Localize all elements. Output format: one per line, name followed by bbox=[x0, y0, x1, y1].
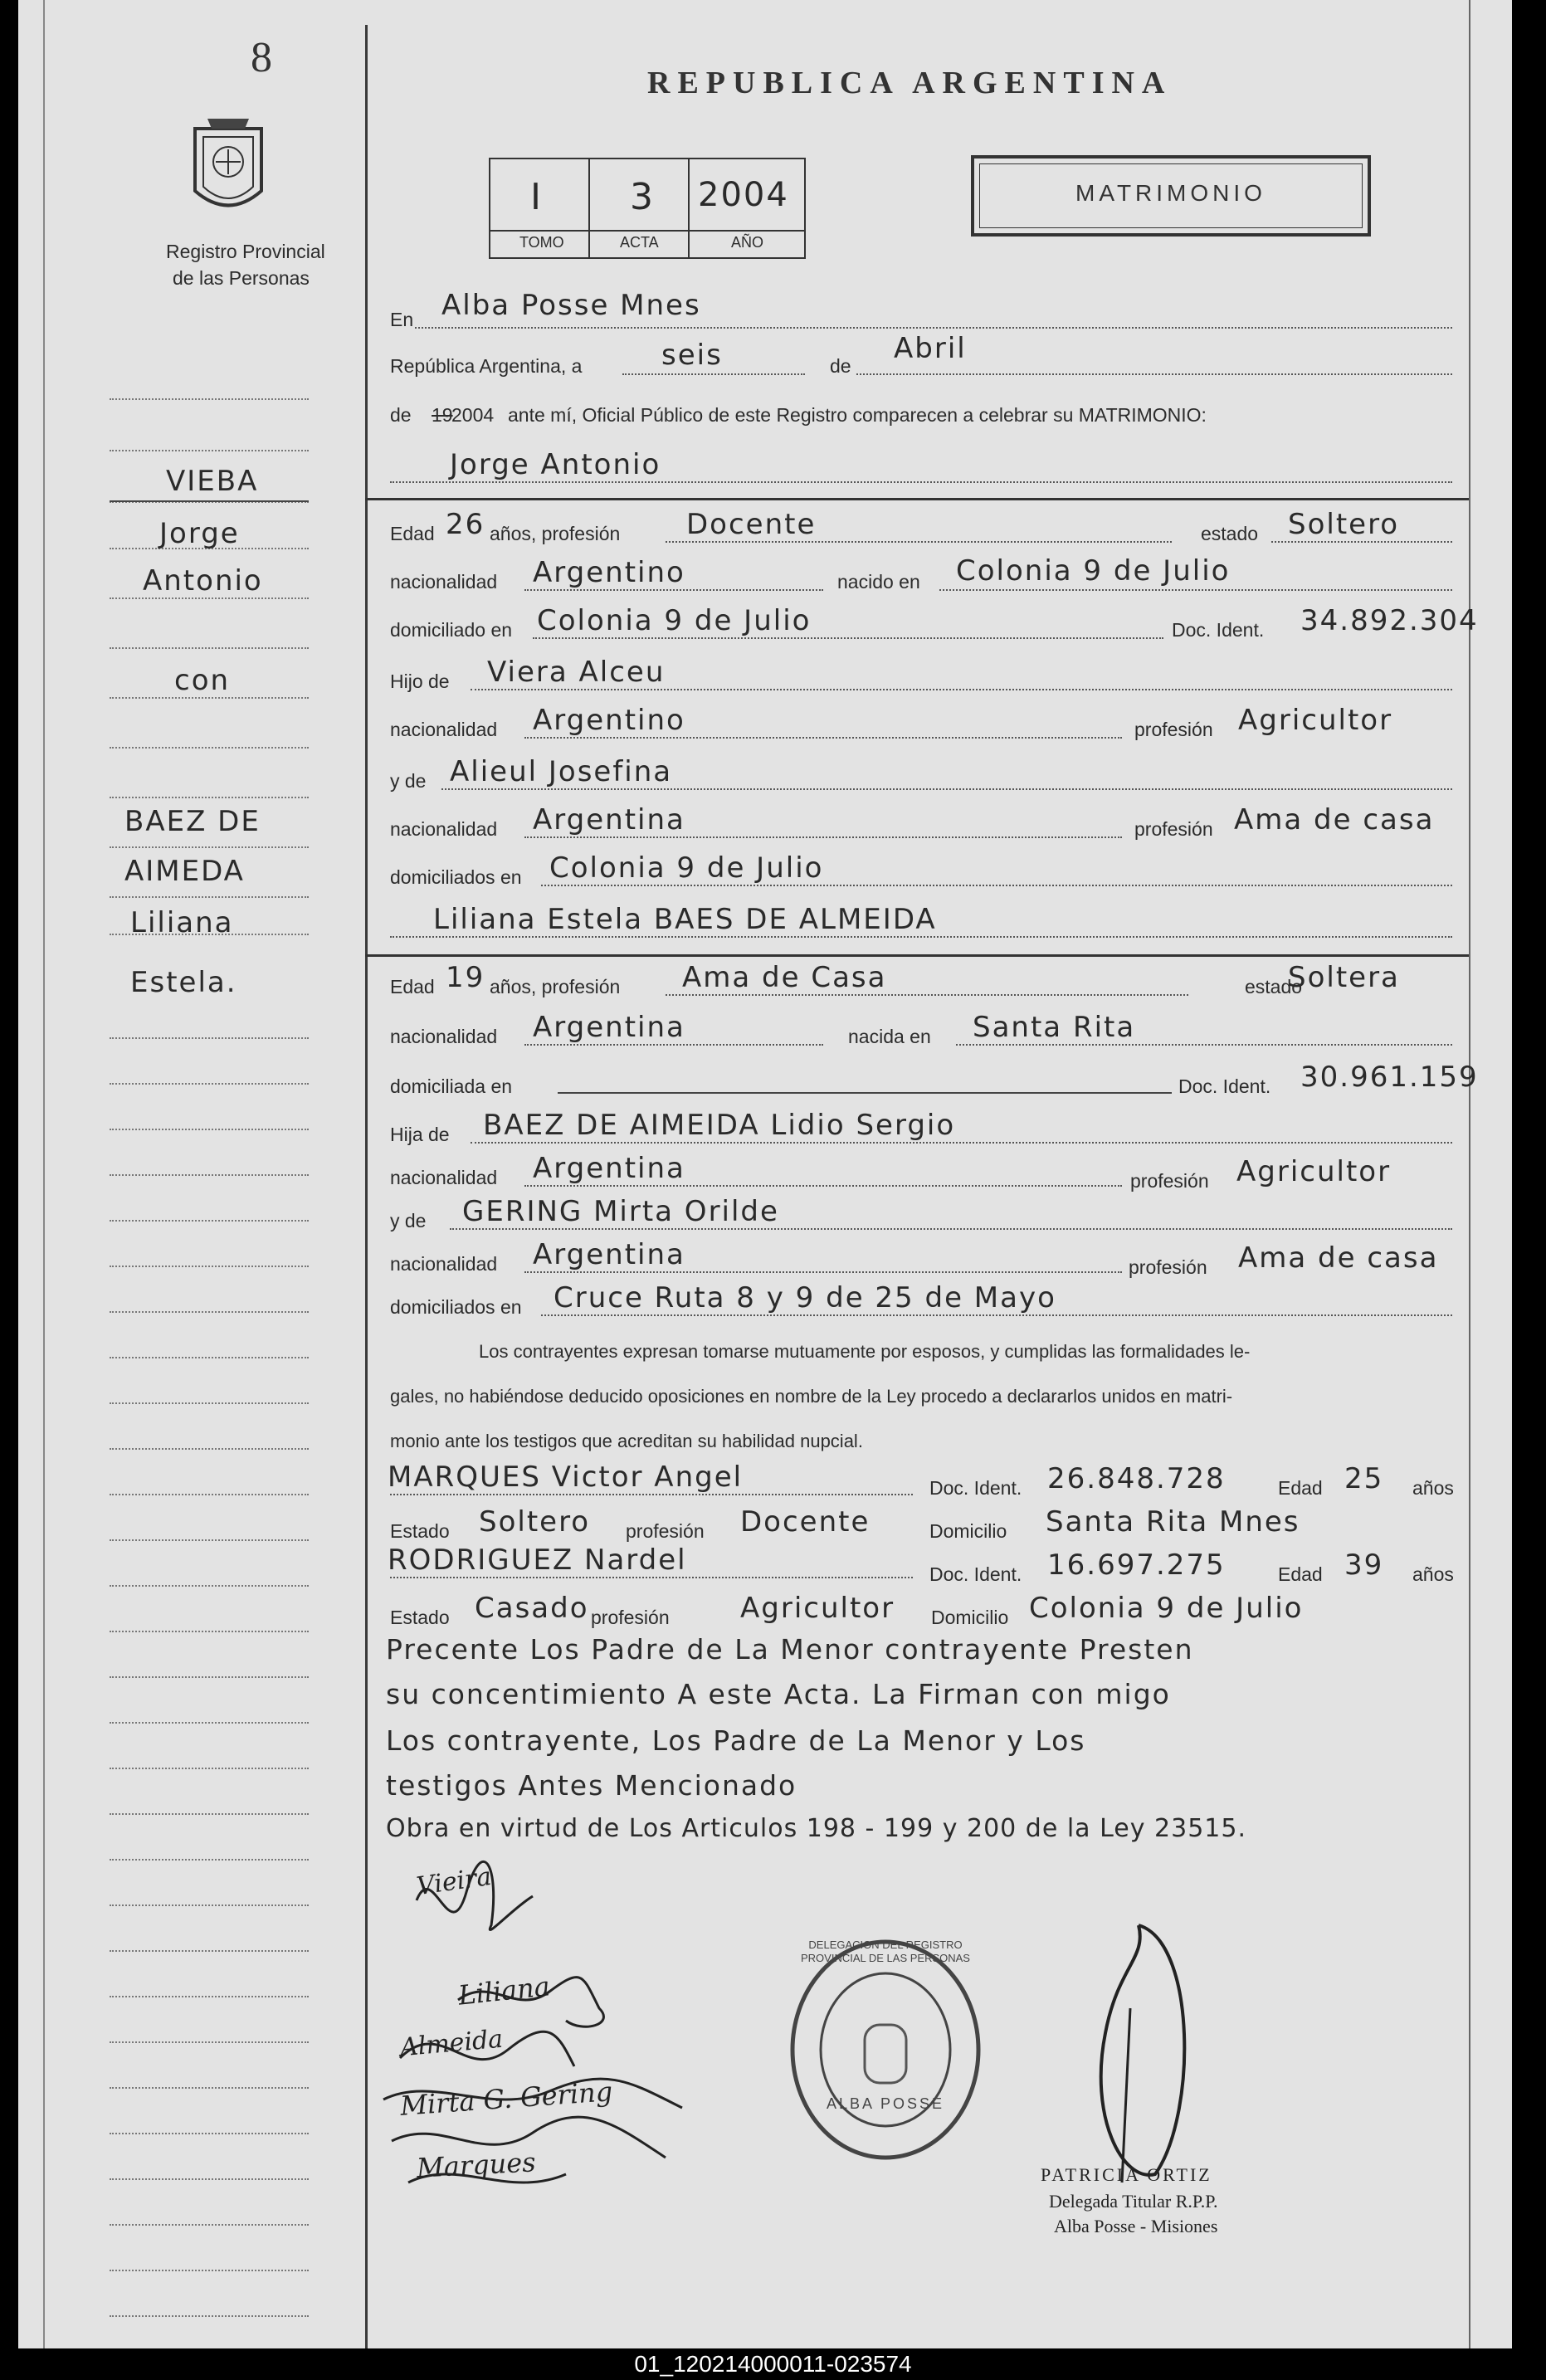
witness1-age: 25 bbox=[1344, 1462, 1384, 1495]
bride-father-prof: Agricultor bbox=[1236, 1155, 1392, 1188]
year-suffix: ante mí, Oficial Público de este Registro comparecen a celebrar su MATRIMONIO: bbox=[508, 404, 1207, 426]
register-page bbox=[18, 0, 1512, 2348]
bride-doc-label: Doc. Ident. bbox=[1178, 1075, 1271, 1097]
groom-father-nat-label: nacionalidad bbox=[390, 719, 498, 740]
groom-father-prof-label: profesión bbox=[1134, 719, 1213, 740]
bride-nacida-label: nacida en bbox=[848, 1026, 931, 1047]
margin-name-4: Estela. bbox=[130, 966, 237, 999]
groom-anios-label: años, profesión bbox=[490, 523, 621, 544]
republica-label: República Argentina, a bbox=[390, 355, 583, 377]
margin-con: con bbox=[174, 664, 231, 697]
witness2-domicile: Colonia 9 de Julio bbox=[1029, 1592, 1304, 1625]
groom-hijo-label: Hijo de bbox=[390, 671, 450, 692]
margin-surname-3: AIMEDA bbox=[124, 855, 245, 888]
bride-parents-dom-label: domiciliados en bbox=[390, 1296, 522, 1318]
declaration-line-3: monio ante los testigos que acreditan su habilidad nupcial. bbox=[390, 1431, 863, 1451]
witness2-doc-label: Doc. Ident. bbox=[929, 1563, 1022, 1585]
groom-parents-dom-label: domiciliados en bbox=[390, 866, 522, 888]
acta-label: ACTA bbox=[620, 234, 659, 251]
bride-father-nat: Argentina bbox=[533, 1152, 685, 1185]
bride-hija-label: Hija de bbox=[390, 1124, 450, 1145]
witness1-profession: Docente bbox=[740, 1505, 871, 1539]
signature-3: Almeida bbox=[398, 2024, 505, 2063]
witness1-doc-label: Doc. Ident. bbox=[929, 1477, 1022, 1499]
footer-file-id: 01_120214000011-023574 bbox=[0, 2348, 1546, 2380]
header-title: REPUBLICA ARGENTINA bbox=[647, 66, 1173, 100]
groom-age: 26 bbox=[446, 508, 485, 541]
official-name: PATRICIA ORTIZ bbox=[1041, 2164, 1212, 2185]
round-stamp bbox=[786, 1934, 985, 2166]
bride-estado-label: estado bbox=[1245, 976, 1303, 997]
bride-yde-label: y de bbox=[390, 1210, 427, 1231]
witness2-profession: Agricultor bbox=[740, 1592, 895, 1625]
groom-birthplace: Colonia 9 de Julio bbox=[956, 554, 1231, 588]
left-edge-line bbox=[43, 0, 45, 2348]
groom-mother-prof-label: profesión bbox=[1134, 818, 1213, 840]
witness1-estado-label: Estado bbox=[390, 1520, 450, 1542]
groom-name: Jorge Antonio bbox=[450, 448, 661, 481]
declaration-line-2: gales, no habiéndose deducido oposiciones en nombre de la Ley procedo a declararlos unidos en matri- bbox=[390, 1386, 1233, 1407]
official-signature bbox=[1072, 1909, 1205, 2191]
groom-mother: Alieul Josefina bbox=[450, 755, 673, 788]
bride-mother: GERING Mirta Orilde bbox=[462, 1195, 779, 1228]
bride-father-nat-label: nacionalidad bbox=[390, 1167, 498, 1188]
bride-father: BAEZ DE AIMEIDA Lidio Sergio bbox=[483, 1109, 956, 1142]
groom-profession: Docente bbox=[686, 508, 817, 541]
signature-1: Vieira bbox=[415, 1861, 494, 1902]
bride-dom-label: domiciliada en bbox=[390, 1075, 513, 1097]
witness2-prof-label: profesión bbox=[591, 1607, 670, 1628]
tomo-value: I bbox=[530, 176, 543, 218]
notes-line-1: Precente Los Padre de La Menor contrayente Presten bbox=[386, 1633, 1194, 1666]
bride-edad-label: Edad bbox=[390, 976, 435, 997]
page-number: 8 bbox=[251, 34, 272, 81]
signatures-area bbox=[367, 1851, 715, 2216]
bride-profession: Ama de Casa bbox=[682, 961, 887, 994]
notes-line-3: Los contrayente, Los Padre de La Menor y Los bbox=[386, 1724, 1086, 1757]
witness1-dom-label: Domicilio bbox=[929, 1520, 1007, 1542]
witness2-dom-label: Domicilio bbox=[931, 1607, 1009, 1628]
groom-estado-label: estado bbox=[1201, 523, 1259, 544]
de-label: de bbox=[830, 355, 851, 377]
groom-doc: 34.892.304 bbox=[1300, 604, 1479, 637]
month: Abril bbox=[894, 332, 967, 365]
provincial-seal bbox=[183, 112, 274, 224]
witness2-doc: 16.697.275 bbox=[1047, 1548, 1226, 1582]
tomo-label: TOMO bbox=[519, 234, 564, 251]
groom-father: Viera Alceu bbox=[487, 656, 666, 689]
bride-name: Liliana Estela BAES DE ALMEIDA bbox=[433, 903, 937, 936]
bride-age: 19 bbox=[446, 961, 485, 994]
year-prefix: de bbox=[390, 404, 412, 426]
groom-father-nat: Argentino bbox=[533, 704, 685, 737]
right-edge-line bbox=[1469, 0, 1470, 2348]
signature-2: Liliana bbox=[456, 1970, 552, 2012]
witness1-edad-label: Edad bbox=[1278, 1477, 1323, 1499]
groom-yde-label: y de bbox=[390, 770, 427, 792]
groom-mother-nat: Argentina bbox=[533, 803, 685, 836]
groom-edad-label: Edad bbox=[390, 523, 435, 544]
bride-mother-prof-label: profesión bbox=[1129, 1256, 1207, 1278]
margin-name-2: Antonio bbox=[143, 564, 263, 597]
groom-parents-dom: Colonia 9 de Julio bbox=[549, 851, 824, 885]
witness2-name: RODRIGUEZ Nardel bbox=[388, 1544, 687, 1577]
acta-value: 3 bbox=[630, 176, 655, 218]
witness2-anios-label: años bbox=[1412, 1563, 1454, 1585]
bride-nac-label: nacionalidad bbox=[390, 1026, 498, 1047]
groom-doc-label: Doc. Ident. bbox=[1172, 619, 1265, 641]
groom-nationality: Argentino bbox=[533, 556, 685, 589]
year-struck: 19 bbox=[432, 404, 453, 426]
official-location: Alba Posse - Misiones bbox=[1054, 2216, 1218, 2236]
witness2-estado-label: Estado bbox=[390, 1607, 450, 1628]
signature-5: Marques bbox=[416, 2146, 537, 2184]
margin-surname-2: BAEZ DE bbox=[124, 805, 261, 838]
year-written: 2004 bbox=[451, 404, 495, 426]
bride-nationality: Argentina bbox=[533, 1011, 685, 1044]
declaration-line-1: Los contrayentes expresan tomarse mutuamente por esposos, y cumplidas las formalidades le- bbox=[479, 1341, 1251, 1362]
margin-name-3: Liliana bbox=[130, 906, 234, 939]
signature-4: Mirta G. Gering bbox=[398, 2075, 614, 2122]
margin-name-1: Jorge bbox=[159, 517, 240, 550]
registry-label-1: Registro Provincial bbox=[166, 241, 325, 262]
bride-birthplace: Santa Rita bbox=[973, 1011, 1136, 1044]
groom-domicile: Colonia 9 de Julio bbox=[537, 604, 812, 637]
margin-surname-1: VIEBA bbox=[166, 465, 259, 498]
witness1-domicile: Santa Rita Mnes bbox=[1046, 1505, 1300, 1539]
groom-mother-prof: Ama de casa bbox=[1234, 803, 1435, 836]
round-stamp-ring-text: DELEGACION DEL REGISTRO PROVINCIAL DE LAS PERSONAS bbox=[801, 1939, 970, 1964]
witness1-estado: Soltero bbox=[479, 1505, 591, 1539]
bride-mother-prof: Ama de casa bbox=[1238, 1241, 1439, 1275]
witness2-estado: Casado bbox=[475, 1592, 589, 1625]
bride-anios-label: años, profesión bbox=[490, 976, 621, 997]
notes-line-2: su concentimiento A este Acta. La Firman con migo bbox=[386, 1678, 1171, 1710]
bride-estado: Soltera bbox=[1288, 961, 1400, 994]
witness1-prof-label: profesión bbox=[626, 1520, 705, 1542]
notes-line-4: testigos Antes Mencionado bbox=[386, 1769, 797, 1802]
day: seis bbox=[661, 339, 723, 372]
bride-mother-nat: Argentina bbox=[533, 1238, 685, 1271]
bride-doc: 30.961.159 bbox=[1300, 1061, 1479, 1094]
witness2-edad-label: Edad bbox=[1278, 1563, 1323, 1585]
groom-nac-label: nacionalidad bbox=[390, 571, 498, 593]
witness1-doc: 26.848.728 bbox=[1047, 1462, 1226, 1495]
document-type: MATRIMONIO bbox=[1075, 180, 1266, 206]
witness1-anios-label: años bbox=[1412, 1477, 1454, 1499]
witness2-age: 39 bbox=[1344, 1548, 1384, 1582]
round-stamp-center-text: ALBA POSSE bbox=[826, 2095, 945, 2112]
notes-line-5: Obra en virtud de Los Articulos 198 - 199 y 200 de la Ley 23515. bbox=[386, 1814, 1246, 1843]
volume-box bbox=[489, 158, 806, 259]
bride-parents-dom: Cruce Ruta 8 y 9 de 25 de Mayo bbox=[554, 1281, 1056, 1314]
anio-value: 2004 bbox=[698, 176, 789, 214]
official-title: Delegada Titular R.P.P. bbox=[1049, 2191, 1218, 2212]
groom-nacido-label: nacido en bbox=[837, 571, 920, 593]
document-type-box bbox=[971, 155, 1371, 237]
groom-dom-label: domiciliado en bbox=[390, 619, 513, 641]
registry-label-2: de las Personas bbox=[173, 267, 310, 289]
anio-label: AÑO bbox=[731, 234, 764, 251]
bride-father-prof-label: profesión bbox=[1130, 1170, 1209, 1192]
bride-mother-nat-label: nacionalidad bbox=[390, 1253, 498, 1275]
groom-estado: Soltero bbox=[1288, 508, 1400, 541]
witness1-name: MARQUES Victor Angel bbox=[388, 1461, 744, 1494]
place: Alba Posse Mnes bbox=[441, 289, 701, 322]
en-label: En bbox=[390, 309, 414, 330]
groom-mother-nat-label: nacionalidad bbox=[390, 818, 498, 840]
groom-father-prof: Agricultor bbox=[1238, 704, 1393, 737]
